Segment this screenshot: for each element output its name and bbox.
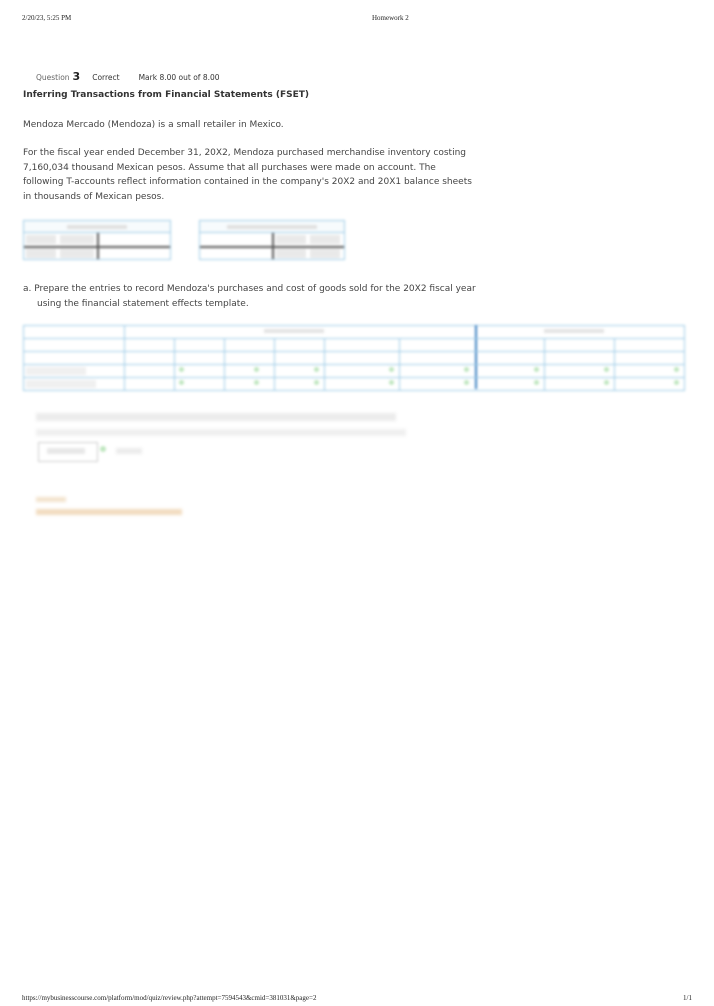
question-state: Correct — [92, 73, 120, 82]
question-title: Inferring Transactions from Financial Statements (FSET) — [23, 90, 309, 100]
part-b-unit-label — [116, 448, 142, 454]
correct-check-icon — [100, 446, 106, 452]
feedback-status — [36, 497, 66, 502]
print-page-number: 1/1 — [683, 994, 692, 1002]
part-a-prompt — [23, 282, 493, 311]
intro-paragraph: Mendoza Mercado (Mendoza) is a small retailer in Mexico. — [23, 120, 284, 130]
accounts-payable-t-account — [199, 220, 345, 260]
question-info — [36, 70, 220, 83]
t-account-header — [200, 221, 344, 233]
fset-column-row — [24, 352, 684, 365]
print-doc-title: Homework 2 — [372, 14, 409, 22]
fset-cogs-row — [24, 378, 684, 390]
fset-purchases-row — [24, 365, 684, 378]
fset-header-row — [24, 326, 684, 339]
feedback-marks — [36, 509, 182, 515]
print-url: https://mybusinesscourse.com/platform/mod/quiz/review.php?attempt=7594543&cmid=381031&page=2 — [22, 994, 317, 1002]
print-datetime: 2/20/23, 5:25 PM — [22, 14, 72, 22]
question-mark: Mark 8.00 out of 8.00 — [138, 73, 220, 82]
question-number: 3 — [72, 70, 81, 83]
inventory-t-account — [23, 220, 171, 260]
body-paragraph: For the fiscal year ended December 31, 20X2, Mendoza purchased merchandise inventory costing 7,160,034 thousand Mexican pesos. Assume that all purchases were made on account. The following T-accounts reflect information contained in the company's 20X2 and 20X1 balance sheets in thousands of Mexican pesos. — [23, 148, 472, 202]
fset-subheader-row — [24, 339, 684, 352]
part-a-line-1: a. Prepare the entries to record Mendoza's purchases and cost of goods sold for the 20X2 fiscal year — [23, 284, 476, 294]
fset-table — [23, 325, 685, 391]
t-account-header — [24, 221, 170, 233]
part-b-answer-input[interactable] — [38, 442, 98, 462]
question-label: Question — [36, 73, 70, 82]
part-a-line-2: using the financial statement effects template. — [37, 298, 249, 309]
